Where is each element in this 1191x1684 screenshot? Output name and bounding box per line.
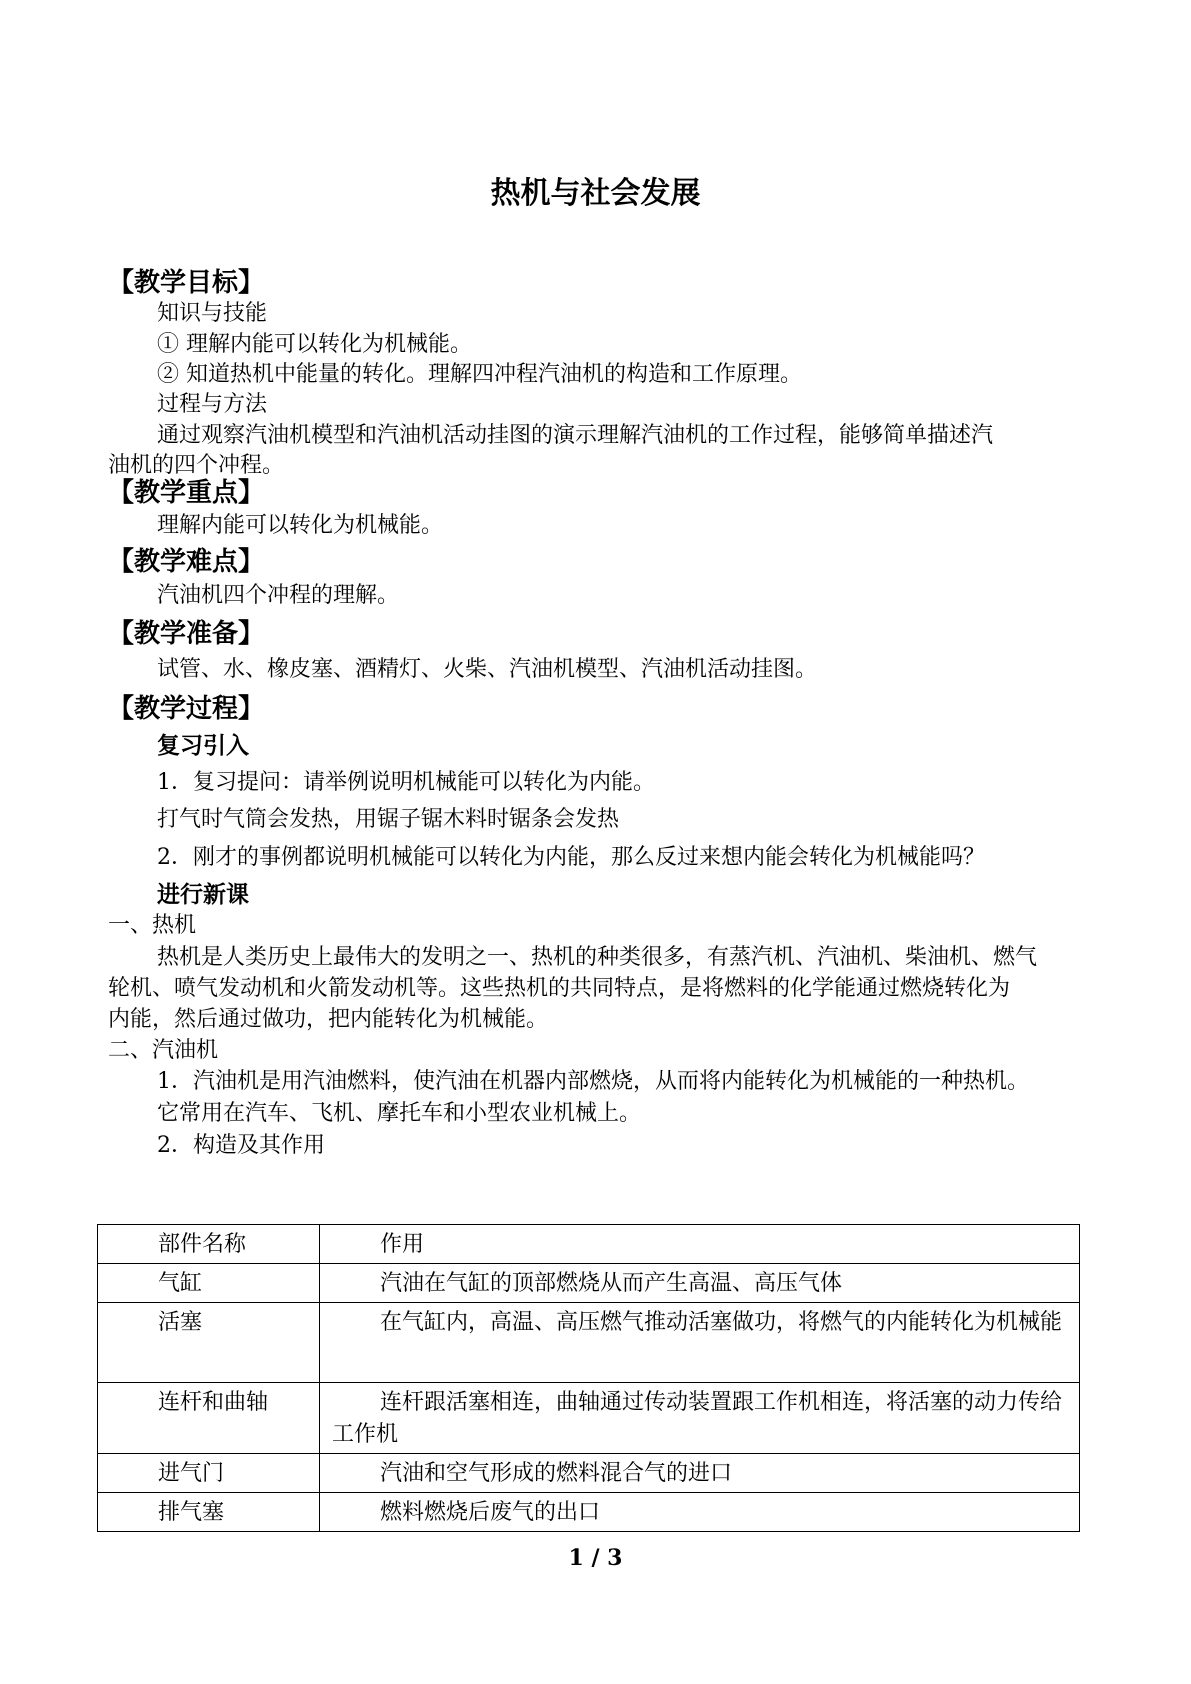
section-2-para-1-line-2: 它常用在汽车、飞机、摩托车和小型农业机械上。: [157, 1101, 642, 1126]
goals-knowledge-heading: 知识与技能: [157, 301, 268, 326]
part-function-cell: 汽油在气缸的顶部燃烧从而产生高温、高压气体: [320, 1264, 1080, 1303]
table-row: [98, 1493, 1080, 1532]
review-question-1: 1．复习提问：请举例说明机械能可以转化为内能。: [157, 770, 655, 795]
table-row: [98, 1303, 1080, 1383]
section-heading-prep: 【教学准备】: [108, 619, 265, 649]
part-function-cell: 连杆跟活塞相连，曲轴通过传动装置跟工作机相连，将活塞的动力传给工作机: [320, 1383, 1080, 1454]
review-question-2: 2．刚才的事例都说明机械能可以转化为内能，那么反过来想内能会转化为机械能吗？: [157, 845, 985, 870]
section-heading-goals: 【教学目标】: [108, 268, 265, 298]
section-2-para-2: 2．构造及其作用: [157, 1133, 325, 1158]
table-header-cell: 部件名称: [98, 1225, 320, 1264]
review-answer-1: 打气时气筒会发热，用锯子锯木料时锯条会发热: [157, 807, 620, 832]
parts-table: [97, 1224, 1080, 1532]
table-row: [98, 1454, 1080, 1493]
document-title: 热机与社会发展: [490, 176, 701, 211]
section-2-para-1-line-1: 1．汽油机是用汽油燃料，使汽油在机器内部燃烧，从而将内能转化为机械能的一种热机。: [157, 1069, 1030, 1094]
difficulty-text: 汽油机四个冲程的理解。: [157, 583, 400, 608]
part-function-cell: 汽油和空气形成的燃料混合气的进口: [320, 1454, 1080, 1493]
table-header-row: [98, 1225, 1080, 1264]
goals-method-line-1: 通过观察汽油机模型和汽油机活动挂图的演示理解汽油机的工作过程，能够简单描述汽: [157, 423, 994, 448]
section-1-line-2: 轮机、喷气发动机和火箭发动机等。这些热机的共同特点，是将燃料的化学能通过燃烧转化为: [108, 976, 1011, 1001]
new-lesson-heading: 进行新课: [157, 881, 249, 908]
goals-method-line-2: 油机的四个冲程。: [108, 453, 285, 478]
section-1-line-1: 热机是人类历史上最伟大的发明之一、热机的种类很多，有蒸汽机、汽油机、柴油机、燃气: [157, 945, 1038, 970]
part-name-cell: 气缸: [98, 1264, 320, 1303]
table-header-cell: 作用: [320, 1225, 1080, 1264]
section-heading-difficulty: 【教学难点】: [108, 547, 265, 577]
prep-text: 试管、水、橡皮塞、酒精灯、火柴、汽油机模型、汽油机活动挂图。: [157, 657, 818, 682]
section-heading-process: 【教学过程】: [108, 694, 265, 724]
section-heading-key: 【教学重点】: [108, 478, 265, 508]
part-name-cell: 进气门: [98, 1454, 320, 1493]
part-name-cell: 排气塞: [98, 1493, 320, 1532]
part-function-cell: 燃料燃烧后废气的出口: [320, 1493, 1080, 1532]
part-name-cell: 活塞: [98, 1303, 320, 1383]
section-1-heading: 一、热机: [108, 913, 197, 938]
section-2-heading: 二、汽油机: [108, 1038, 219, 1063]
section-1-line-3: 内能，然后通过做功，把内能转化为机械能。: [108, 1007, 549, 1032]
table-row: [98, 1383, 1080, 1454]
goals-item-1: ① 理解内能可以转化为机械能。: [157, 332, 472, 357]
goals-method-heading: 过程与方法: [157, 392, 268, 417]
review-heading: 复习引入: [157, 732, 249, 759]
key-text: 理解内能可以转化为机械能。: [157, 513, 444, 538]
table-row: [98, 1264, 1080, 1303]
page-number: 1 / 3: [568, 1545, 623, 1571]
part-function-cell: 在气缸内，高温、高压燃气推动活塞做功，将燃气的内能转化为机械能: [320, 1303, 1080, 1383]
goals-item-2: ② 知道热机中能量的转化。理解四冲程汽油机的构造和工作原理。: [157, 362, 802, 387]
part-name-cell: 连杆和曲轴: [98, 1383, 320, 1454]
